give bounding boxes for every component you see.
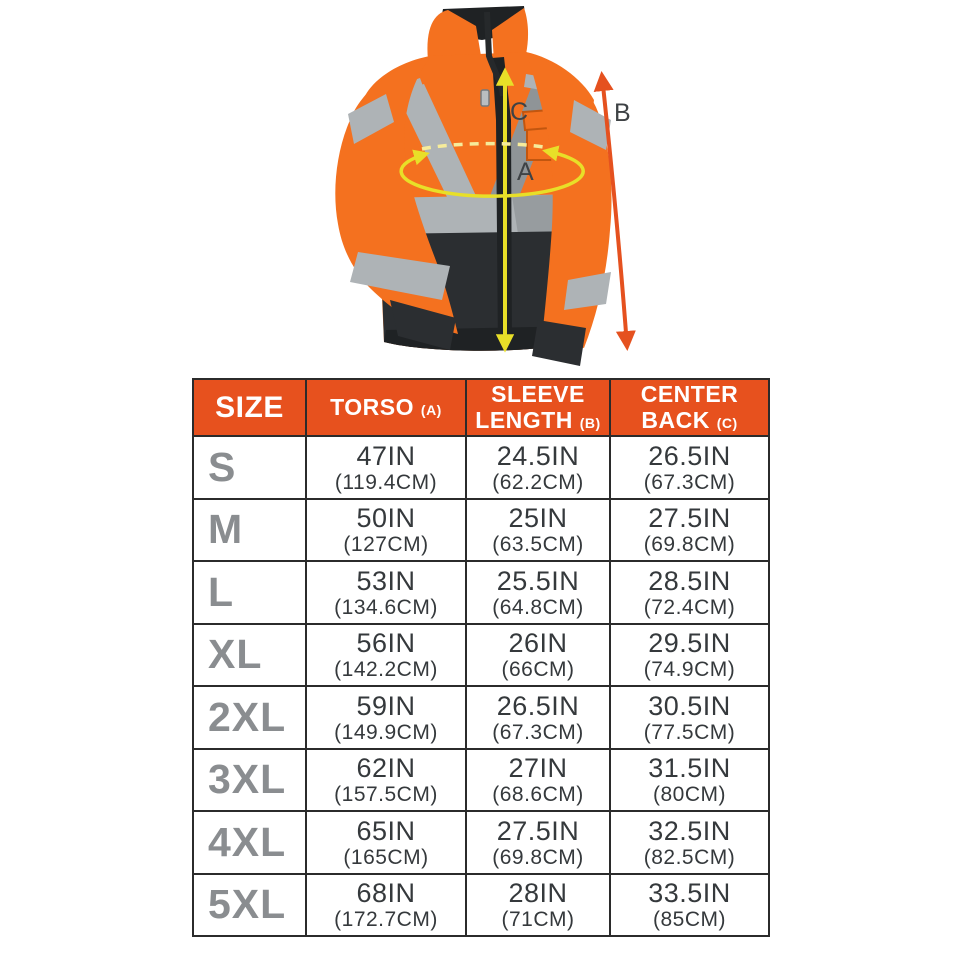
cuff-right: [532, 320, 586, 366]
sleeve-cell: 25IN (63.5CM): [466, 499, 610, 562]
size-cell: 5XL: [193, 874, 306, 937]
back-cell: 26.5IN (67.3CM): [610, 436, 769, 499]
sleeve-cell: 27IN (68.6CM): [466, 749, 610, 812]
jacket-svg: [280, 0, 640, 376]
size-row: [193, 749, 769, 812]
sleeve-cell: 25.5IN (64.8CM): [466, 561, 610, 624]
column-header-torso: TORSO (A): [306, 379, 466, 436]
size-cell: 2XL: [193, 686, 306, 749]
zipper-pull: [481, 90, 489, 106]
sleeve-cell: 26.5IN (67.3CM): [466, 686, 610, 749]
label-c: C: [510, 98, 530, 126]
size-chart-header: [193, 379, 769, 436]
back-cell: 32.5IN (82.5CM): [610, 811, 769, 874]
size-row: [193, 874, 769, 937]
back-cell: 33.5IN (85CM): [610, 874, 769, 937]
size-cell: 3XL: [193, 749, 306, 812]
torso-cell: 59IN (149.9CM): [306, 686, 466, 749]
label-b: B: [614, 99, 632, 127]
size-row: [193, 624, 769, 687]
torso-cell: 65IN (165CM): [306, 811, 466, 874]
size-row: [193, 499, 769, 562]
torso-cell: 50IN (127CM): [306, 499, 466, 562]
size-chart-body: [193, 436, 769, 936]
back-cell: 29.5IN (74.9CM): [610, 624, 769, 687]
size-cell: S: [193, 436, 306, 499]
torso-cell: 47IN (119.4CM): [306, 436, 466, 499]
sleeve-cell: 27.5IN (69.8CM): [466, 811, 610, 874]
column-header-center-back: CENTER BACK (C): [610, 379, 769, 436]
size-cell: M: [193, 499, 306, 562]
size-row: [193, 561, 769, 624]
torso-cell: 53IN (134.6CM): [306, 561, 466, 624]
size-cell: 4XL: [193, 811, 306, 874]
back-cell: 27.5IN (69.8CM): [610, 499, 769, 562]
size-cell: XL: [193, 624, 306, 687]
back-cell: 30.5IN (77.5CM): [610, 686, 769, 749]
sleeve-cell: 28IN (71CM): [466, 874, 610, 937]
sleeve-cell: 24.5IN (62.2CM): [466, 436, 610, 499]
size-row: [193, 686, 769, 749]
back-cell: 31.5IN (80CM): [610, 749, 769, 812]
column-header-size: SIZE: [193, 379, 306, 436]
size-chart-table: [192, 378, 770, 937]
torso-cell: 68IN (172.7CM): [306, 874, 466, 937]
size-row: [193, 436, 769, 499]
sleeve-cell: 26IN (66CM): [466, 624, 610, 687]
label-a: A: [517, 158, 535, 186]
torso-cell: 62IN (157.5CM): [306, 749, 466, 812]
size-cell: L: [193, 561, 306, 624]
torso-cell: 56IN (142.2CM): [306, 624, 466, 687]
back-cell: 28.5IN (72.4CM): [610, 561, 769, 624]
column-header-sleeve-length: SLEEVE LENGTH (B): [466, 379, 610, 436]
size-row: [193, 811, 769, 874]
jacket-illustration: [280, 0, 640, 376]
